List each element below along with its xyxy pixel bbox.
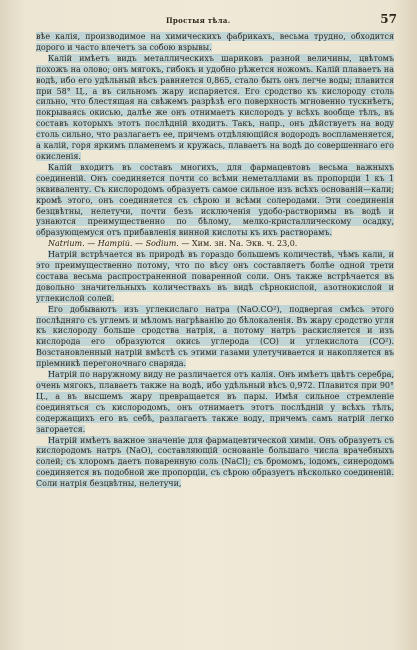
paragraph-7 xyxy=(36,436,394,491)
page-header xyxy=(0,12,417,32)
page-number: 57 xyxy=(380,12,397,26)
paragraph-5-text: Его добываютъ изъ углекислаго натра (NaO.CO²), подвергая смѣсь этого послѣдняго съ углемъ и мѣломъ нагрѣванію до бѣлокаленія. Въ жару сродство угля къ кислороду больше сродства натрія, а потому натръ раскисляется и изъ кислорода его образуются окись углерода (CO) и углекислота (CO²). Возстановленный натрій вмѣстѣ съ этими газами улетучивается и накопляется въ пріемникѣ перегоночнаго снаряда. xyxy=(36,304,394,369)
section-heading: Natrium. — Натрій. — Sodium. — Хим. зн. Na. Экв. ч. 23,0. xyxy=(48,239,298,249)
heading-latin: Natrium. xyxy=(48,239,85,249)
paragraph-1 xyxy=(36,32,394,54)
page-body xyxy=(36,32,394,490)
paragraph-2 xyxy=(36,54,394,163)
paragraph-5 xyxy=(36,305,394,370)
paragraph-6 xyxy=(36,370,394,435)
paragraph-2-text: Калій имѣетъ видъ металлическихъ шариковъ разной величины, цвѣтомъ похожъ на олово; онъ мягокъ, гибокъ и удобно рѣжется ножомъ. Калій плаваетъ на водѣ, ибо его удѣльный вѣсъ равняется 0,865, стало быть онъ легче воды; плавится при 58° Ц., а въ сильномъ жару испаряется. Его сродство къ кислороду столь сильно, что блестящая на свѣжемъ разрѣзѣ его поверхность мгновенно тускнѣетъ, покрываясь окисью, далѣе же онъ отнимаетъ кислородъ у всѣхъ вообще тѣлъ, въ составъ которыхъ этотъ послѣдній входитъ. Такъ, напр., онъ дѣйствуетъ на воду столь сильно, что разлагаетъ ее, причемъ отдѣляющійся водородъ воспламеняется, а калій, горя яркимъ пламенемъ и кружась, плаваетъ на водѣ до совершеннаго его окисленія. xyxy=(36,53,394,161)
paragraph-4 xyxy=(36,250,394,305)
heading-tail: Хим. зн. Na. Экв. ч. 23,0. xyxy=(191,239,298,249)
heading-russian: Натрій. xyxy=(97,239,133,249)
paragraph-3 xyxy=(36,163,394,239)
paragraph-1-text: вѣе калія, производимое на химическихъ фабрикахъ, весьма трудно, обходится дорого и часто влечетъ за собою взрывы. xyxy=(36,32,394,52)
running-title: Простыя тѣла. xyxy=(166,16,231,25)
paragraph-4-text: Натрій встрѣчается въ природѣ въ гораздо большемъ количествѣ, чѣмъ кали, и это преимущественно потому, что по вѣсу онъ составляетъ болѣе одной трети состава весьма распространенной поваренной соли. Онъ также встрѣчается въ довольно значительныхъ количествахъ въ видѣ сѣрнокислой, азотнокислой и углекислой солей. xyxy=(36,250,394,303)
paragraph-7-text: Натрій имѣетъ важное значеніе для фармацевтической химіи. Онъ образуетъ съ кислородомъ натръ (NaO), составляющій основаніе большаго числа врачебныхъ солей; съ хлоромъ даетъ поваренную соль (NaCl); съ бромомъ, іодомъ, синеродомъ соединяется въ подобной же пропорціи, съ сѣрою образуетъ нѣсколько соединеній. Соли натрія безцвѣтны, нелетучи, xyxy=(36,435,394,489)
paragraph-3-text: Калій входитъ въ составъ многихъ, для фармацевтовъ весьма важныхъ соединеній. Онъ соединяется почти со всѣми неметаллами въ пропорціи 1 къ 1 эквиваленту. Съ кислородомъ образуетъ самое сильное изъ всѣхъ основаній—кали; кромѣ этого, онъ соединяется съ сѣрою и всѣми солеродами. Эти соединенія безцвѣтны, нелетучи, почти безъ исключенія удобо-растворимы въ водѣ и узнаются преимущественно по бѣлому, мелко-кристаллическому осадку, образующемуся отъ прибавленія винной кислоты къ ихъ растворамъ. xyxy=(36,162,394,238)
paragraph-6-text: Натрій по наружному виду не различается отъ калія. Онъ имѣетъ цвѣтъ серебра, очень мягокъ, плаваетъ также на водѣ, ибо удѣльный вѣсъ 0,972. Плавится при 90° Ц., а въ высшемъ жару превращается въ пары. Имѣя сильное стремленіе соединяться съ кислородомъ, онъ отнимаетъ этотъ послѣдній у всѣхъ тѣлъ, содержащихъ его въ себѣ, разлагаетъ также воду, причемъ самъ натрій легко загорается. xyxy=(36,370,394,434)
heading-abbrev: Sodium. xyxy=(145,239,179,249)
